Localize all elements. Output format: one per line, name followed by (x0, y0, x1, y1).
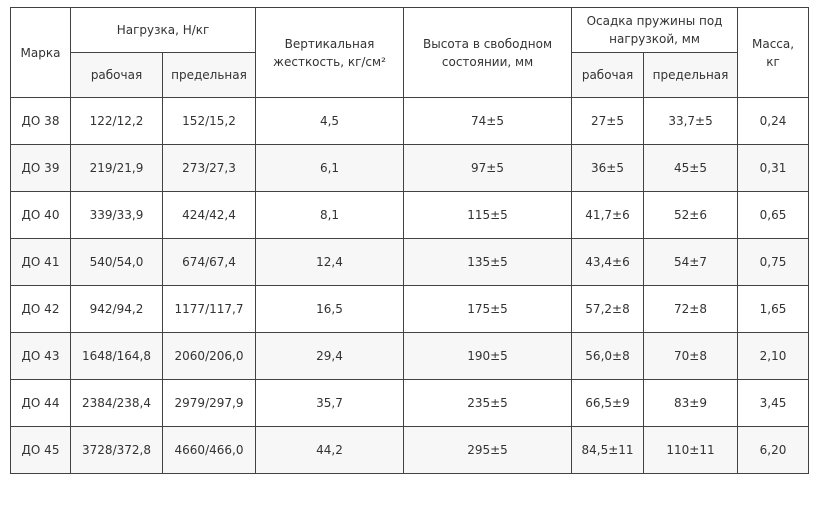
cell-stiffness: 12,4 (256, 239, 404, 286)
cell-load-limit: 674/67,4 (163, 239, 256, 286)
header-load-limit: предельная (163, 53, 256, 98)
cell-marka: ДО 42 (11, 286, 71, 333)
cell-marka: ДО 41 (11, 239, 71, 286)
cell-deflection-working: 66,5±9 (572, 380, 644, 427)
cell-free-height: 190±5 (404, 333, 572, 380)
cell-load-working: 122/12,2 (71, 98, 163, 145)
cell-deflection-working: 57,2±8 (572, 286, 644, 333)
cell-stiffness: 4,5 (256, 98, 404, 145)
cell-load-limit: 2979/297,9 (163, 380, 256, 427)
cell-deflection-limit: 52±6 (644, 192, 738, 239)
cell-deflection-limit: 72±8 (644, 286, 738, 333)
cell-marka: ДО 44 (11, 380, 71, 427)
cell-stiffness: 29,4 (256, 333, 404, 380)
cell-deflection-limit: 33,7±5 (644, 98, 738, 145)
cell-free-height: 115±5 (404, 192, 572, 239)
cell-stiffness: 16,5 (256, 286, 404, 333)
cell-mass: 0,24 (738, 98, 809, 145)
cell-load-working: 2384/238,4 (71, 380, 163, 427)
cell-load-working: 540/54,0 (71, 239, 163, 286)
cell-deflection-limit: 70±8 (644, 333, 738, 380)
cell-free-height: 175±5 (404, 286, 572, 333)
cell-marka: ДО 45 (11, 427, 71, 474)
header-marka: Марка (11, 8, 71, 98)
cell-stiffness: 8,1 (256, 192, 404, 239)
cell-deflection-limit: 45±5 (644, 145, 738, 192)
cell-deflection-limit: 83±9 (644, 380, 738, 427)
cell-load-limit: 2060/206,0 (163, 333, 256, 380)
table-row (11, 145, 809, 192)
cell-deflection-limit: 54±7 (644, 239, 738, 286)
cell-mass: 0,75 (738, 239, 809, 286)
table-row (11, 380, 809, 427)
cell-deflection-limit: 110±11 (644, 427, 738, 474)
header-free-height: Высота в свободном состоянии, мм (404, 8, 572, 98)
cell-mass: 6,20 (738, 427, 809, 474)
table-body (11, 98, 809, 474)
cell-deflection-working: 43,4±6 (572, 239, 644, 286)
header-mass: Масса, кг (738, 8, 809, 98)
cell-deflection-working: 41,7±6 (572, 192, 644, 239)
cell-load-working: 3728/372,8 (71, 427, 163, 474)
cell-load-working: 339/33,9 (71, 192, 163, 239)
cell-load-working: 942/94,2 (71, 286, 163, 333)
header-load-working: рабочая (71, 53, 163, 98)
cell-deflection-working: 84,5±11 (572, 427, 644, 474)
cell-load-limit: 152/15,2 (163, 98, 256, 145)
table-row (11, 239, 809, 286)
cell-marka: ДО 43 (11, 333, 71, 380)
cell-free-height: 74±5 (404, 98, 572, 145)
cell-marka: ДО 40 (11, 192, 71, 239)
cell-mass: 2,10 (738, 333, 809, 380)
cell-free-height: 295±5 (404, 427, 572, 474)
table-row (11, 192, 809, 239)
cell-marka: ДО 38 (11, 98, 71, 145)
header-deflection-limit: предельная (644, 53, 738, 98)
cell-load-working: 219/21,9 (71, 145, 163, 192)
cell-deflection-working: 27±5 (572, 98, 644, 145)
header-load-group: Нагрузка, Н/кг (71, 8, 256, 53)
cell-marka: ДО 39 (11, 145, 71, 192)
spring-spec-table (10, 7, 809, 474)
table-row (11, 333, 809, 380)
cell-mass: 0,31 (738, 145, 809, 192)
cell-free-height: 235±5 (404, 380, 572, 427)
cell-stiffness: 35,7 (256, 380, 404, 427)
cell-load-limit: 4660/466,0 (163, 427, 256, 474)
cell-load-limit: 1177/117,7 (163, 286, 256, 333)
cell-deflection-working: 56,0±8 (572, 333, 644, 380)
cell-mass: 0,65 (738, 192, 809, 239)
header-stiffness: Вертикальная жесткость, кг/см² (256, 8, 404, 98)
table-header (11, 8, 809, 98)
cell-deflection-working: 36±5 (572, 145, 644, 192)
header-row-top (11, 8, 809, 53)
cell-load-working: 1648/164,8 (71, 333, 163, 380)
header-deflection-group: Осадка пружины под нагрузкой, мм (572, 8, 738, 53)
cell-stiffness: 44,2 (256, 427, 404, 474)
cell-mass: 3,45 (738, 380, 809, 427)
table-row (11, 427, 809, 474)
header-deflection-working: рабочая (572, 53, 644, 98)
cell-free-height: 135±5 (404, 239, 572, 286)
table-row (11, 98, 809, 145)
cell-mass: 1,65 (738, 286, 809, 333)
cell-load-limit: 273/27,3 (163, 145, 256, 192)
cell-free-height: 97±5 (404, 145, 572, 192)
table-row (11, 286, 809, 333)
cell-stiffness: 6,1 (256, 145, 404, 192)
cell-load-limit: 424/42,4 (163, 192, 256, 239)
